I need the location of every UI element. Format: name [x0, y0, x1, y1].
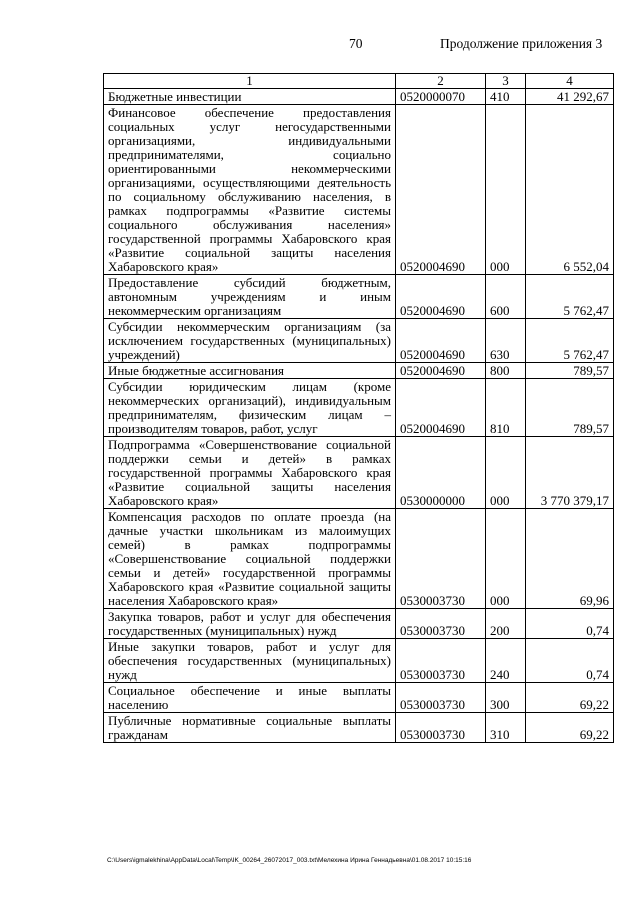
expense-type-code: 410: [486, 89, 526, 105]
expense-type-code: 000: [486, 437, 526, 509]
target-article-code: 0530003730: [396, 509, 486, 609]
amount: 789,57: [526, 379, 614, 437]
page-number: 70: [349, 36, 363, 51]
expense-type-code: 600: [486, 275, 526, 319]
amount: 3 770 379,17: [526, 437, 614, 509]
column-header-1: 1: [104, 74, 396, 89]
table-row: [104, 437, 614, 509]
row-name: Иные бюджетные ассигнования: [104, 363, 396, 379]
target-article-code: 0520000070: [396, 89, 486, 105]
target-article-code: 0530003730: [396, 639, 486, 683]
table-row: [104, 89, 614, 105]
row-name: Закупка товаров, работ и услуг для обеспечения государственных (муниципальных) нужд: [104, 609, 396, 639]
row-name: Подпрограмма «Совершенствование социальной поддержки семьи и детей» в рамках государственной программы Хабаровского края «Развитие социальной защиты населения Хабаровского края»: [104, 437, 396, 509]
amount: 69,22: [526, 683, 614, 713]
amount: 69,96: [526, 509, 614, 609]
amount: 69,22: [526, 713, 614, 743]
target-article-code: 0520004690: [396, 379, 486, 437]
expense-type-code: 300: [486, 683, 526, 713]
column-header-3: 3: [486, 74, 526, 89]
expense-type-code: 630: [486, 319, 526, 363]
table-row: [104, 683, 614, 713]
amount: 6 552,04: [526, 105, 614, 275]
table-row: [104, 639, 614, 683]
column-header-4: 4: [526, 74, 614, 89]
amount: 41 292,67: [526, 89, 614, 105]
row-name: Бюджетные инвестиции: [104, 89, 396, 105]
expense-type-code: 200: [486, 609, 526, 639]
amount: 0,74: [526, 609, 614, 639]
table-row: [104, 609, 614, 639]
amount: 789,57: [526, 363, 614, 379]
target-article-code: 0530003730: [396, 609, 486, 639]
target-article-code: 0530000000: [396, 437, 486, 509]
amount: 5 762,47: [526, 275, 614, 319]
column-header-2: 2: [396, 74, 486, 89]
row-name: Субсидии юридическим лицам (кроме некоммерческих организаций), индивидуальным предпринимателям, физическим лицам – производителям товаров, работ, услуг: [104, 379, 396, 437]
row-name: Публичные нормативные социальные выплаты гражданам: [104, 713, 396, 743]
table-row: [104, 363, 614, 379]
row-name: Иные закупки товаров, работ и услуг для обеспечения государственных (муниципальных) нужд: [104, 639, 396, 683]
table-row: [104, 713, 614, 743]
target-article-code: 0520004690: [396, 363, 486, 379]
table-row: [104, 379, 614, 437]
page-header: [0, 36, 640, 54]
expense-type-code: 000: [486, 509, 526, 609]
row-name: Социальное обеспечение и иные выплаты населению: [104, 683, 396, 713]
target-article-code: 0520004690: [396, 275, 486, 319]
table-header-row: [104, 74, 614, 89]
target-article-code: 0530003730: [396, 713, 486, 743]
expense-type-code: 240: [486, 639, 526, 683]
table-row: [104, 275, 614, 319]
target-article-code: 0530003730: [396, 683, 486, 713]
expense-type-code: 800: [486, 363, 526, 379]
row-name: Финансовое обеспечение предоставления социальных услуг негосударственными организациями, индивидуальными предпринимателями, социально ориентированными некоммерческими организациями, осуществляющими деятельность по социальному обслуживанию населения, в рамках подпрограммы «Развитие системы социального обслуживания населения» государственной программы Хабаровского края «Развитие социальной защиты населения Хабаровского края»: [104, 105, 396, 275]
budget-table: [103, 73, 614, 743]
expense-type-code: 310: [486, 713, 526, 743]
expense-type-code: 810: [486, 379, 526, 437]
table-row: [104, 319, 614, 363]
table-row: [104, 509, 614, 609]
amount: 5 762,47: [526, 319, 614, 363]
amount: 0,74: [526, 639, 614, 683]
document-path-footer: C:\Users\igmalekhina\AppData\Local\Temp\IK_00264_26072017_003.txt\Мелехина Ирина Геннадьевна\01.08.2017 10:15:16: [107, 857, 472, 864]
row-name: Субсидии некоммерческим организациям (за исключением государственных (муниципальных) учреждений): [104, 319, 396, 363]
expense-type-code: 000: [486, 105, 526, 275]
table-row: [104, 105, 614, 275]
target-article-code: 0520004690: [396, 319, 486, 363]
row-name: Компенсация расходов по оплате проезда (на дачные участки школьникам из малоимущих семей) в рамках подпрограммы «Совершенствование социальной поддержки семьи и детей» государственной программы Хабаровского края «Развитие социальной защиты населения Хабаровского края»: [104, 509, 396, 609]
appendix-continuation-label: Продолжение приложения 3: [440, 36, 603, 51]
row-name: Предоставление субсидий бюджетным, автономным учреждениям и иным некоммерческим организациям: [104, 275, 396, 319]
target-article-code: 0520004690: [396, 105, 486, 275]
